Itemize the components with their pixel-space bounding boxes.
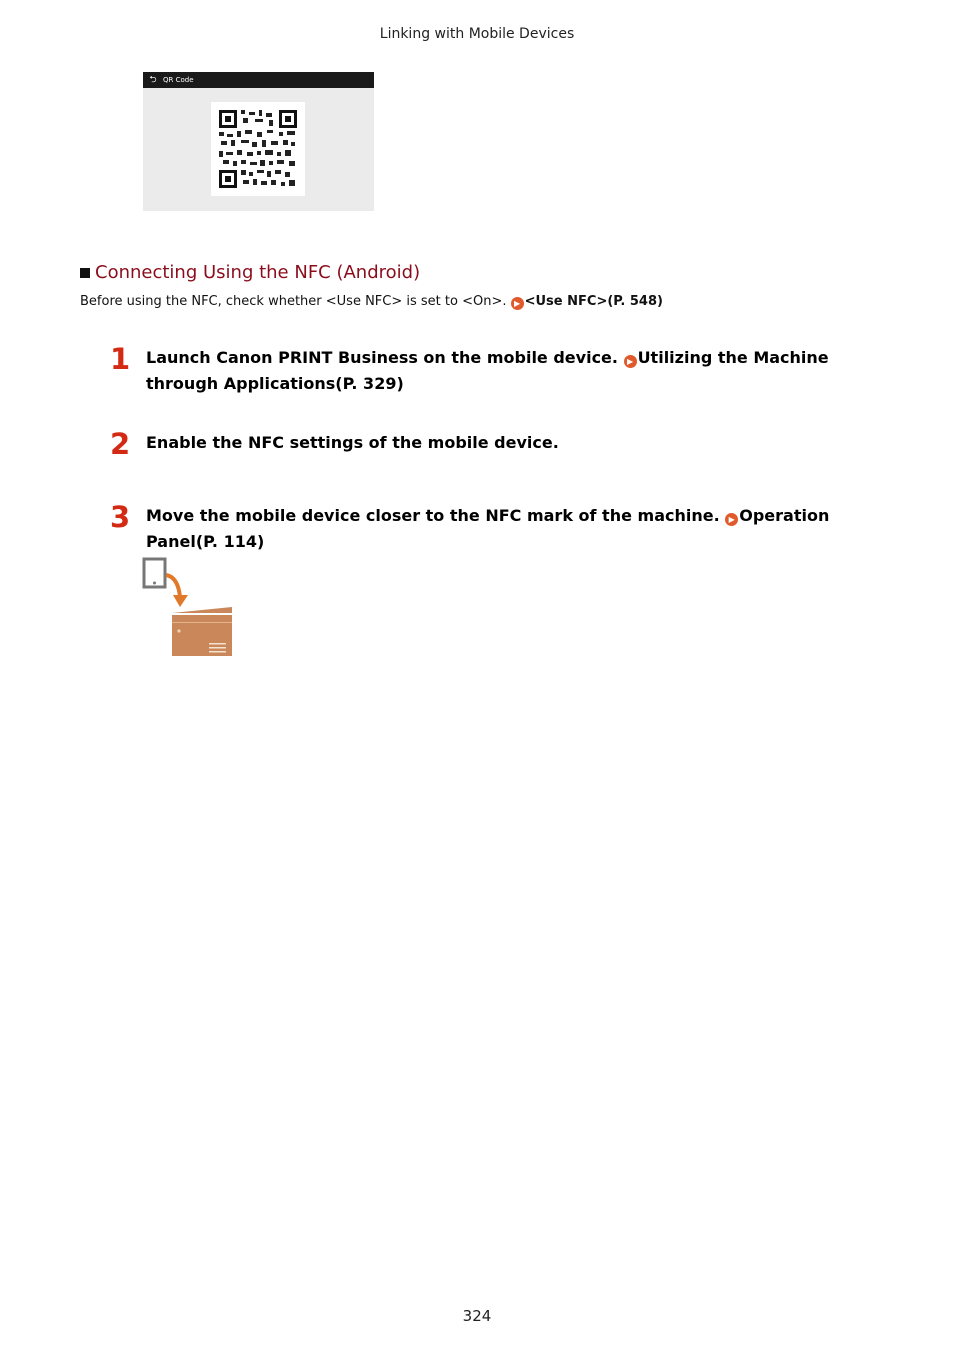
- screen-title-bar: [143, 72, 374, 88]
- step-text: [146, 430, 896, 456]
- intro-paragraph: [80, 294, 663, 310]
- step-text: [146, 345, 896, 397]
- step-link[interactable]: Utilizing the Machine through Applications(P. 329): [146, 348, 829, 393]
- qr-code-screen-image: [143, 72, 374, 211]
- link-arrow-icon: ▶: [511, 297, 524, 310]
- page-header: Linking with Mobile Devices: [379, 26, 575, 42]
- use-nfc-link[interactable]: <Use NFC>(P. 548): [524, 294, 663, 309]
- mobile-device-icon: [144, 559, 165, 587]
- step-number: 1: [110, 342, 131, 376]
- section-title: Connecting Using the NFC (Android): [95, 262, 421, 283]
- link-arrow-icon: ▶: [725, 513, 738, 526]
- nfc-tap-illustration: [142, 557, 234, 659]
- step-number: 3: [110, 500, 131, 534]
- curved-arrow-icon: [166, 575, 188, 607]
- qr-code-icon: [219, 110, 297, 188]
- step-1: [110, 343, 900, 403]
- step-3: [110, 501, 900, 561]
- screen-title: QR Code: [163, 76, 194, 84]
- step-instruction: Launch Canon PRINT Business on the mobile device.: [146, 348, 624, 367]
- back-icon: ⮌: [149, 75, 157, 85]
- section-heading: [80, 262, 420, 283]
- intro-text: Before using the NFC, check whether <Use NFC> is set to <On>.: [80, 294, 511, 309]
- link-arrow-icon: ▶: [624, 355, 637, 368]
- square-bullet-icon: [80, 268, 90, 278]
- step-number: 2: [110, 427, 131, 461]
- step-instruction: Move the mobile device closer to the NFC mark of the machine.: [146, 506, 726, 525]
- step-2: [110, 428, 900, 462]
- step-text: [146, 503, 896, 555]
- printer-icon: [172, 607, 232, 656]
- step-instruction: Enable the NFC settings of the mobile device.: [146, 433, 559, 452]
- step-link[interactable]: Operation Panel(P. 114): [146, 506, 830, 551]
- qr-code: [211, 102, 305, 196]
- page-number: 324: [462, 1307, 492, 1325]
